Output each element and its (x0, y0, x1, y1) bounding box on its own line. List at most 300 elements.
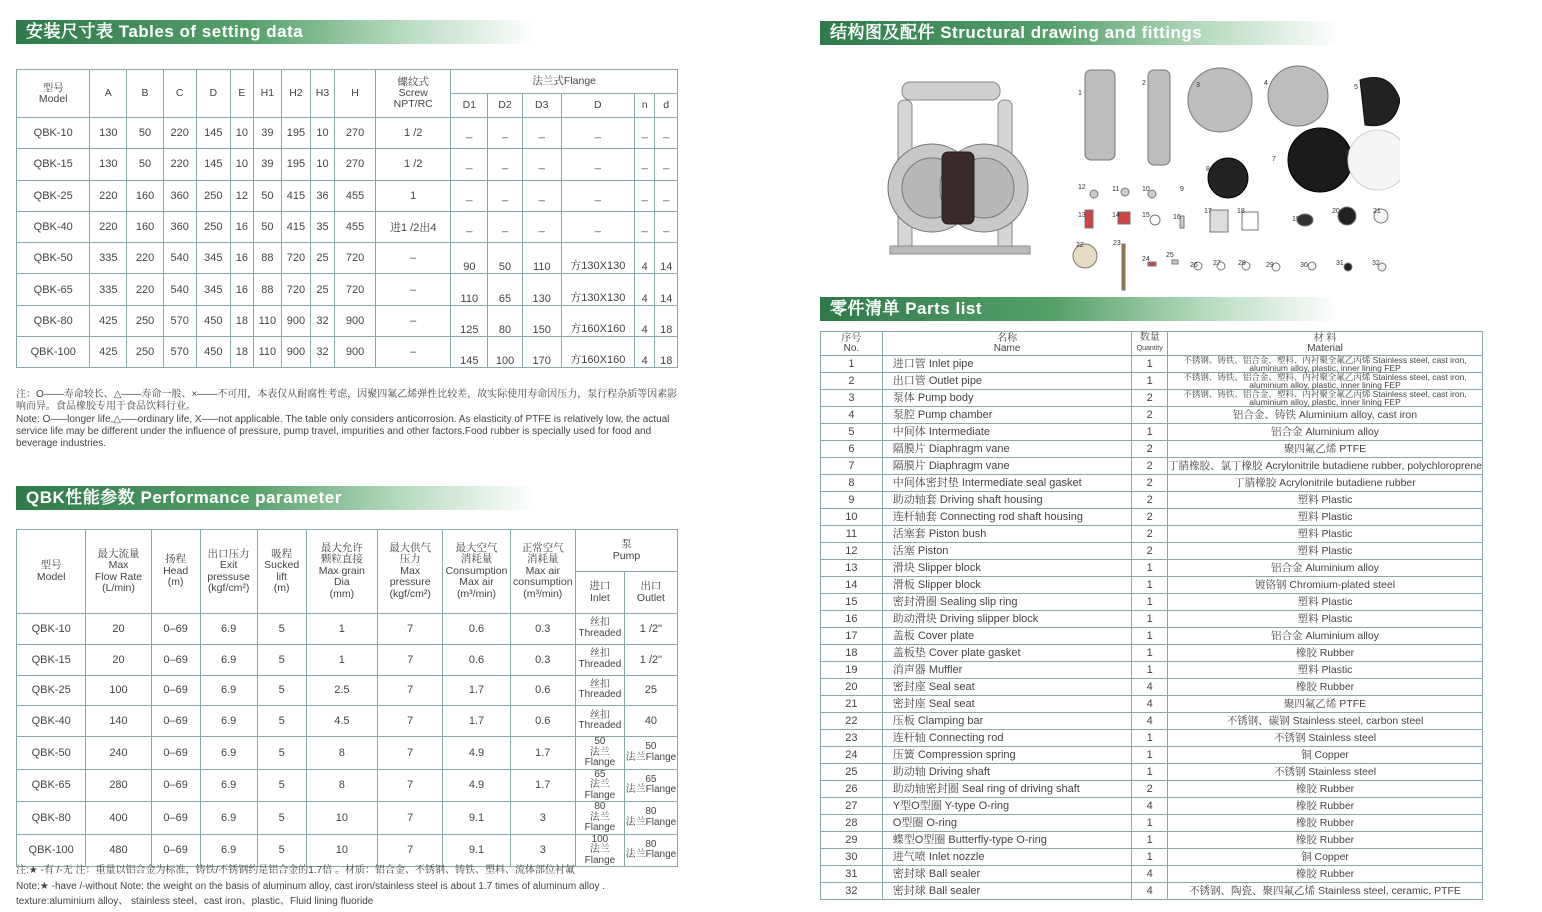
value-cell: 16 (231, 274, 253, 305)
value-cell: _ (635, 180, 655, 211)
part-qty-cell: 1 (1132, 577, 1168, 594)
pcol-head (151, 530, 200, 614)
value-cell: 1.7 (510, 737, 575, 770)
parts-col-qty: 数量 Quantity (1132, 332, 1168, 356)
cell-line: 1 /2" (639, 653, 663, 666)
cell-line: 法兰Flange (584, 779, 616, 801)
cell-line: 法兰Flange (625, 849, 677, 861)
part-number-label: 29 (1266, 262, 1274, 269)
value-cell: 5 (257, 706, 306, 737)
part-number-label: 28 (1238, 260, 1246, 267)
value-cell: 方160X160 (561, 337, 634, 368)
value-cell: 720 (335, 274, 376, 305)
value-cell: _ (522, 180, 561, 211)
value-cell: 方160X160 (561, 305, 634, 336)
value-cell: 240 (86, 737, 151, 770)
part-material-cell: 丁腈橡胶 Acrylonitrile butadiene rubber (1168, 475, 1483, 492)
value-cell: 425 (90, 305, 127, 336)
value-cell: 16 (231, 211, 253, 242)
value-cell: 方130X130 (561, 243, 634, 274)
part-no-cell: 25 (821, 764, 883, 781)
value-cell: 145 (196, 118, 231, 149)
part-no-cell: 1 (821, 356, 883, 373)
value-cell: _ (655, 118, 678, 149)
header-line: 最大允许 (320, 541, 363, 554)
value-cell: 160 (127, 211, 164, 242)
value-cell (575, 802, 624, 835)
cell-line: Threaded (578, 689, 622, 701)
value-cell: 7 (378, 675, 443, 706)
part-material-cell: 不锈钢、铸铁、铝合金、塑料、内衬聚全氟乙丙烯 Stainless steel, cast iron, aluminium alloy, plastic, inner lining FEP (1168, 373, 1483, 390)
part-no-cell: 3 (821, 390, 883, 407)
header-line: (L/min) (102, 582, 135, 594)
table-row (821, 662, 1483, 679)
part-no-cell: 27 (821, 798, 883, 815)
value-cell: 7 (378, 737, 443, 770)
part-material-cell: 丁腈橡胶、氯丁橡胶 Acrylonitrile butadiene rubber, polychloroprene (1168, 458, 1483, 475)
part-name-cell: 盖板垫 Cover plate gasket (882, 645, 1132, 662)
model-cell: QBK-80 (17, 305, 90, 336)
table-row (821, 832, 1483, 849)
part-number-label: 26 (1190, 262, 1198, 269)
part-number-label: 27 (1213, 260, 1221, 267)
part-name-cell: 滑块 Slipper block (882, 560, 1132, 577)
value-cell: 0.6 (510, 706, 575, 737)
value-cell: 130 (90, 149, 127, 180)
value-cell: _ (522, 211, 561, 242)
value-cell (624, 802, 677, 835)
part-number-label: 12 (1078, 184, 1086, 191)
value-cell: 39 (253, 149, 282, 180)
part-name-cell: 助动滑块 Driving slipper block (882, 611, 1132, 628)
value-cell: 8 (306, 769, 377, 802)
value-cell: 3 (510, 834, 575, 867)
parts-section-title: 零件清单 Parts list (820, 297, 1340, 321)
part-name-cell: 密封球 Ball sealer (882, 883, 1132, 900)
value-cell: 160 (127, 180, 164, 211)
part-number-label: 20 (1332, 208, 1340, 215)
parts-table-body (821, 356, 1483, 900)
pcol-grain (306, 530, 377, 614)
table-row (17, 644, 678, 675)
col-model: 型号 Model (17, 70, 90, 118)
value-cell: 570 (163, 337, 196, 368)
part-name-cell: 进口管 Inlet pipe (882, 356, 1132, 373)
col-H3: H3 (310, 70, 334, 118)
table-row (821, 866, 1483, 883)
value-cell (575, 675, 624, 706)
part-number-label: 32 (1372, 260, 1380, 267)
part-qty-cell: 2 (1132, 781, 1168, 798)
value-cell: 14 (655, 274, 678, 305)
table-row (17, 802, 678, 835)
part-no-cell: 14 (821, 577, 883, 594)
part-number-label: 5 (1354, 84, 1358, 91)
header-line: (m³/min) (456, 587, 497, 600)
value-cell: 1 (375, 180, 450, 211)
part-number-label: 1 (1078, 90, 1082, 97)
part-material-cell: 塑料 Plastic (1168, 594, 1483, 611)
value-cell (624, 706, 677, 737)
cell-line: 65 (594, 768, 606, 780)
part-qty-cell: 1 (1132, 628, 1168, 645)
value-cell (575, 644, 624, 675)
value-cell: 10 (306, 834, 377, 867)
value-cell: 250 (127, 337, 164, 368)
value-cell: 10 (310, 149, 334, 180)
table-row (821, 373, 1483, 390)
value-cell: 140 (86, 706, 151, 737)
value-cell: 220 (90, 211, 127, 242)
value-cell: 4 (635, 243, 655, 274)
value-cell: 4 (635, 305, 655, 336)
value-cell: 9.1 (443, 802, 510, 835)
value-cell: 130 (90, 118, 127, 149)
value-cell: 280 (86, 769, 151, 802)
value-cell: 0.3 (510, 614, 575, 645)
value-cell: 65 (488, 274, 523, 305)
part-no-cell: 15 (821, 594, 883, 611)
cell-line: 25 (644, 684, 658, 697)
part-no-cell: 23 (821, 730, 883, 747)
header-line: Exit (219, 559, 238, 571)
header-line: 进口 (589, 580, 611, 592)
value-cell: 10 (306, 802, 377, 835)
header-line: 最大空气 (455, 541, 498, 554)
value-cell: – (375, 274, 450, 305)
value-cell: 220 (163, 149, 196, 180)
value-cell: 0.6 (443, 644, 510, 675)
value-cell: _ (451, 149, 488, 180)
value-cell: 900 (335, 337, 376, 368)
value-cell: 80 (488, 305, 523, 336)
value-cell: _ (451, 180, 488, 211)
part-number-label: 8 (1206, 166, 1210, 173)
part-name-cell: 进气喷 Inlet nozzle (882, 849, 1132, 866)
value-cell: 5 (257, 769, 306, 802)
header-line: 出口 (640, 580, 662, 592)
part-qty-cell: 4 (1132, 798, 1168, 815)
table-row (17, 118, 678, 149)
value-cell: 6.9 (200, 802, 257, 835)
model-cell: QBK-40 (17, 211, 90, 242)
value-cell (624, 644, 677, 675)
header-line: 最大流量 (97, 547, 140, 560)
value-cell: 1 (306, 644, 377, 675)
value-cell: _ (488, 149, 523, 180)
part-material-cell: 不锈钢、陶瓷、聚四氟乙烯 Stainless steel, ceramic, PTFE (1168, 883, 1483, 900)
dim-section-title: 安装尺寸表 Tables of setting data (16, 20, 536, 44)
header-line: Max (400, 564, 421, 577)
value-cell: 进1 /2出4 (375, 211, 450, 242)
part-qty-cell: 4 (1132, 696, 1168, 713)
value-cell: 16 (231, 243, 253, 274)
part-name-cell: 中间体 Intermediate (882, 424, 1132, 441)
table-row (17, 149, 678, 180)
value-cell: 5 (257, 834, 306, 867)
header-line: 颗粒直接 (320, 553, 363, 566)
col-D2: D2 (488, 94, 523, 118)
part-qty-cell: 2 (1132, 526, 1168, 543)
value-cell: 32 (310, 337, 334, 368)
part-qty-cell: 1 (1132, 730, 1168, 747)
part-material-cell: 橡胶 Rubber (1168, 679, 1483, 696)
value-cell (575, 769, 624, 802)
part-qty-cell: 1 (1132, 764, 1168, 781)
part-number-label: 4 (1264, 80, 1268, 87)
part-name-cell: 压板 Clamping bar (882, 713, 1132, 730)
part-material-cell: 不锈钢、碳钢 Stainless steel, carbon steel (1168, 713, 1483, 730)
part-qty-cell: 2 (1132, 475, 1168, 492)
table-row (821, 679, 1483, 696)
part-no-cell: 28 (821, 815, 883, 832)
value-cell: 6.9 (200, 644, 257, 675)
part-no-cell: 6 (821, 441, 883, 458)
value-cell: 540 (163, 274, 196, 305)
part-no-cell: 12 (821, 543, 883, 560)
cell-line: Threaded (578, 720, 622, 732)
part-name-cell: 助动轴 Driving shaft (882, 764, 1132, 781)
value-cell: 4.9 (443, 737, 510, 770)
cell-line: 丝扣 (589, 648, 610, 660)
part-material-cell: 不锈钢 Stainless steel (1168, 730, 1483, 747)
cell-line: 50 (645, 741, 657, 753)
table-row (821, 390, 1483, 407)
value-cell: 345 (196, 274, 231, 305)
header-line: Max (108, 559, 129, 571)
table-row (821, 713, 1483, 730)
part-qty-cell: 1 (1132, 662, 1168, 679)
value-cell: – (375, 243, 450, 274)
header-line: lift (276, 570, 287, 583)
performance-table (16, 529, 678, 867)
part-name-cell: 助动轴套 Driving shaft housing (882, 492, 1132, 509)
part-no-cell: 32 (821, 883, 883, 900)
value-cell: _ (561, 118, 634, 149)
value-cell: 335 (90, 274, 127, 305)
cell-line: 丝扣 (589, 617, 610, 629)
part-number-label: 16 (1173, 214, 1181, 221)
value-cell: 50 (488, 243, 523, 274)
header-line: Head (163, 564, 189, 577)
part-number-label: 25 (1166, 252, 1174, 259)
value-cell: 130 (522, 274, 561, 305)
dimension-table-body (17, 118, 678, 368)
part-name-cell: 蝶型O型圈 Butterfly-type O-ring (882, 832, 1132, 849)
part-number-label: 24 (1142, 256, 1150, 263)
dim-note-cn: 注：O——寿命较长、△——寿命一般、×——不可用，本表仅从耐腐性考虑，因聚四氟乙烯弹性比较差，故实际使用寿命因压力，泵行程杂质等因素影响而异。食品橡胶专用于食品饮料行业。 (16, 389, 678, 412)
header-line: Inlet (589, 591, 610, 604)
model-cell: QBK-100 (17, 337, 90, 368)
value-cell: 4 (635, 337, 655, 368)
part-qty-cell: 1 (1132, 747, 1168, 764)
header-line: 消耗量 (460, 553, 493, 566)
value-cell: 50 (253, 180, 282, 211)
model-cell: QBK-10 (17, 118, 90, 149)
part-qty-cell: 1 (1132, 560, 1168, 577)
value-cell: 50 (127, 118, 164, 149)
value-cell: 360 (163, 211, 196, 242)
value-cell: _ (561, 211, 634, 242)
part-number-label: 13 (1078, 212, 1086, 219)
value-cell: 400 (86, 802, 151, 835)
part-number-label: 23 (1113, 240, 1121, 247)
cell-line: 法兰Flange (625, 816, 677, 828)
part-number-label: 7 (1272, 156, 1276, 163)
header-line: pressure (389, 576, 431, 589)
struct-section-title: 结构图及配件 Structural drawing and fittings (820, 21, 1340, 45)
part-qty-cell: 4 (1132, 713, 1168, 730)
perf-note-3: texture:aluminium alloy、 stainless steel、cast iron、plastic、Fluid lining fluoride (16, 896, 374, 907)
part-name-cell: 隔膜片 Diaphragm vane (882, 441, 1132, 458)
col-D: D (196, 70, 231, 118)
value-cell: _ (522, 149, 561, 180)
part-number-label: 15 (1142, 212, 1150, 219)
parts-small (1073, 188, 1388, 290)
part-qty-cell: 1 (1132, 815, 1168, 832)
part-qty-cell: 2 (1132, 390, 1168, 407)
header-line: Max air (525, 564, 560, 577)
pcol-normair (510, 530, 575, 614)
cell-line: 丝扣 (589, 709, 610, 721)
table-row (821, 509, 1483, 526)
header-line: Sucked (264, 559, 300, 571)
value-cell: 6.9 (200, 769, 257, 802)
part-name-cell: 活塞套 Piston bush (882, 526, 1132, 543)
value-cell: 36 (310, 180, 334, 211)
value-cell: 6.9 (200, 675, 257, 706)
part-name-cell: 泵腔 Pump chamber (882, 407, 1132, 424)
col-screw: 螺纹式 Screw NPT/RC (375, 70, 450, 118)
table-row (821, 475, 1483, 492)
perf-section-title: QBK性能参数 Performance parameter (16, 486, 536, 510)
model-cell: QBK-100 (17, 834, 86, 867)
value-cell: 10 (310, 118, 334, 149)
header-line: Consumption (445, 564, 508, 577)
header-line: 消耗量 (527, 553, 559, 566)
value-cell: 145 (451, 337, 488, 368)
value-cell: 0–69 (151, 769, 200, 802)
table-row (821, 407, 1483, 424)
header-line: 扬程 (165, 553, 187, 566)
header-line: consumption (513, 576, 573, 589)
table-row (821, 577, 1483, 594)
pcol-outlet (624, 572, 677, 614)
value-cell: 195 (282, 149, 311, 180)
model-cell: QBK-15 (17, 149, 90, 180)
part-name-cell: 连杆轴 Connecting rod (882, 730, 1132, 747)
col-n: n (635, 94, 655, 118)
part-name-cell: 消声器 Muffler (882, 662, 1132, 679)
cell-line: 法兰Flange (584, 746, 616, 769)
part-qty-cell: 1 (1132, 849, 1168, 866)
value-cell: 5 (257, 737, 306, 770)
part-qty-cell: 4 (1132, 866, 1168, 883)
part-no-cell: 4 (821, 407, 883, 424)
value-cell: 110 (522, 243, 561, 274)
value-cell: 0–69 (151, 737, 200, 770)
header-line: (mm) (329, 587, 355, 600)
value-cell: _ (635, 118, 655, 149)
part-number-label: 17 (1204, 208, 1212, 215)
value-cell: – (375, 337, 450, 368)
value-cell: 150 (522, 305, 561, 336)
table-row (821, 356, 1483, 373)
header-line: Outlet (636, 591, 665, 604)
value-cell: 7 (378, 802, 443, 835)
value-cell: 0.6 (443, 614, 510, 645)
table-row (821, 526, 1483, 543)
value-cell: 270 (335, 149, 376, 180)
value-cell: _ (488, 211, 523, 242)
value-cell: 50 (127, 149, 164, 180)
value-cell: 12 (231, 180, 253, 211)
value-cell: _ (488, 180, 523, 211)
value-cell: 345 (196, 243, 231, 274)
header-line: 出口压力 (207, 547, 250, 560)
value-cell: 90 (451, 243, 488, 274)
performance-table-body (17, 614, 678, 867)
part-material-cell: 铝合金 Aluminium alloy (1168, 424, 1483, 441)
value-cell: 20 (86, 614, 151, 645)
part-name-cell: 密封座 Seal seat (882, 696, 1132, 713)
pump-illustration (880, 60, 1400, 292)
model-cell: QBK-15 (17, 644, 86, 675)
part-no-cell: 20 (821, 679, 883, 696)
value-cell: _ (561, 180, 634, 211)
header-line: Dia (333, 576, 350, 589)
value-cell (624, 834, 677, 867)
cell-line: 40 (644, 715, 658, 728)
part-no-cell: 19 (821, 662, 883, 679)
part-qty-cell: 1 (1132, 356, 1168, 373)
cell-line: 法兰Flange (625, 751, 677, 763)
header-line: 压力 (399, 553, 421, 566)
assembled-pump-image (888, 82, 1030, 254)
part-material-cell: 橡胶 Rubber (1168, 832, 1483, 849)
part-name-cell: 盖板 Cover plate (882, 628, 1132, 645)
pcol-inlet (575, 572, 624, 614)
part-no-cell: 9 (821, 492, 883, 509)
table-row (821, 441, 1483, 458)
part-no-cell: 10 (821, 509, 883, 526)
header-line: 正常空气 (521, 541, 564, 554)
pcol-exit (200, 530, 257, 614)
value-cell: 6.9 (200, 737, 257, 770)
value-cell: 1.7 (510, 769, 575, 802)
value-cell: 220 (127, 243, 164, 274)
value-cell: 425 (90, 337, 127, 368)
value-cell: 7 (378, 769, 443, 802)
part-qty-cell: 2 (1132, 543, 1168, 560)
value-cell: 18 (231, 337, 253, 368)
pcol-flow (86, 530, 151, 614)
value-cell: 0–69 (151, 614, 200, 645)
cell-line: 丝扣 (589, 678, 610, 690)
part-material-cell: 塑料 Plastic (1168, 526, 1483, 543)
value-cell: 270 (335, 118, 376, 149)
value-cell: 900 (282, 337, 311, 368)
col-C: C (163, 70, 196, 118)
value-cell: 250 (127, 305, 164, 336)
value-cell: 0–69 (151, 644, 200, 675)
value-cell: _ (451, 118, 488, 149)
value-cell: 18 (655, 337, 678, 368)
value-cell: 450 (196, 305, 231, 336)
part-material-cell: 铜 Copper (1168, 849, 1483, 866)
part-no-cell: 30 (821, 849, 883, 866)
part-no-cell: 7 (821, 458, 883, 475)
